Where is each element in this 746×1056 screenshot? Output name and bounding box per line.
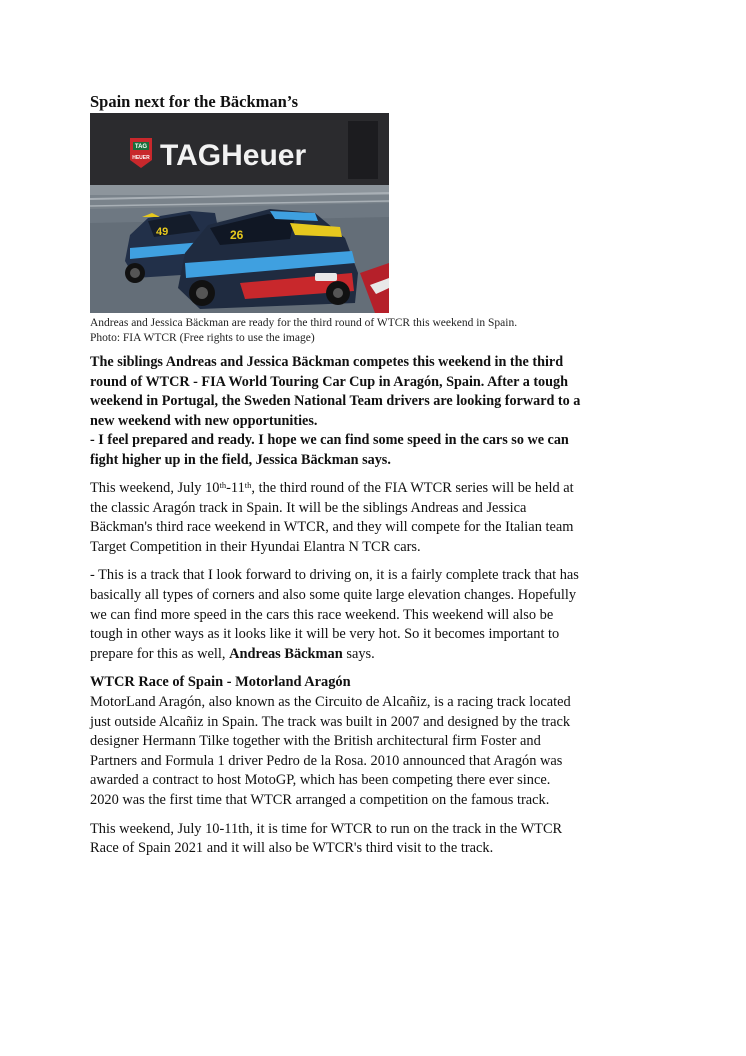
text-span: This weekend, July 10 (90, 480, 220, 496)
body-line: basically all types of corners and also some quite large elevation changes. Hopefully (90, 586, 577, 603)
body-line (90, 479, 660, 499)
race-photo (90, 113, 389, 313)
body-paragraph-1 (90, 479, 660, 557)
body-line: - This is a track that I look forward to driving on, it is a fairly complete track that has (90, 567, 579, 584)
body-line: the classic Aragón track in Spain. It will be the siblings Andreas and Jessica (90, 499, 527, 516)
race-cars-image (90, 113, 389, 313)
superscript: th (244, 480, 252, 490)
lead-line: weekend in Portugal, the Sweden National Team drivers are looking forward to a (90, 393, 581, 409)
body-line: This weekend, July 10-11th, it is time for WTCR to run on the track in the WTCR (90, 820, 563, 837)
lead-line: round of WTCR - FIA World Touring Car Cup in Aragón, Spain. After a tough (90, 373, 569, 390)
body-line: 2020 was the first time that WTCR arranged a competition on the famous track. (90, 791, 550, 808)
body-line: designer Hermann Tilke together with the British architectural firm Foster and (90, 733, 541, 750)
body-line: Bäckman's third race weekend in WTCR, and they will compete for the Italian team (90, 519, 574, 536)
lead-line: The siblings Andreas and Jessica Bäckman competes this weekend in the third (90, 354, 564, 370)
body-line: we can find more speed in the cars this race weekend. This weekend will also be (90, 606, 554, 623)
body-paragraph-2 (90, 566, 660, 664)
body-line: Target Competition in their Hyundai Elantra N TCR cars. (90, 538, 421, 555)
caption-line: Andreas and Jessica Bäckman are ready for the third round of WTCR this weekend in Spain. (90, 317, 518, 329)
body-line: Race of Spain 2021 and it will also be WTCR's third visit to the track. (90, 840, 494, 857)
body-paragraph-4 (90, 820, 660, 859)
svg-text:49: 49 (156, 226, 169, 238)
body-line: Partners and Formula 1 driver Pedro de la Rosa. 2010 announced that Aragón was (90, 752, 563, 769)
svg-text:HEUER: HEUER (132, 155, 150, 161)
body-line: tough in other ways as it looks like it will be very hot. So it becomes important to (90, 626, 560, 643)
body-line: just outside Alcañiz in Spain. The track was built in 2007 and designed by the track (90, 713, 571, 730)
text-span: -11 (226, 480, 245, 496)
body-paragraph-3 (90, 693, 660, 811)
superscript: th (219, 480, 227, 490)
text-span: , the third round of the FIA WTCR series will be held at (251, 480, 574, 496)
speaker-name: Andreas Bäckman (229, 645, 343, 662)
article (90, 92, 660, 859)
lead-line: new weekend with new opportunities. (90, 412, 318, 429)
body-line: MotorLand Aragón, also known as the Circuito de Alcañiz, is a racing track located (90, 693, 571, 710)
text-span: says. (342, 645, 375, 662)
svg-text:26: 26 (230, 228, 244, 242)
section-heading: WTCR Race of Spain - Motorland Aragón (90, 674, 351, 691)
svg-text:TAG: TAG (134, 144, 148, 150)
lead-line: - I feel prepared and ready. I hope we can find some speed in the cars so we can (90, 432, 569, 448)
text-span: prepare for this as well, (90, 645, 230, 662)
photo-caption (90, 316, 660, 346)
lead-line: fight higher up in the field, Jessica Bäckman says. (90, 451, 391, 468)
body-line: awarded a contract to host MotoGP, which has been competing there ever since. (90, 772, 551, 789)
body-line (90, 645, 660, 665)
banner-logo-text: TAGHeuer (160, 139, 307, 172)
caption-credit: Photo: FIA WTCR (Free rights to use the image) (90, 332, 315, 344)
lead-paragraph (90, 353, 660, 470)
article-title: Spain next for the Bäckman’s (90, 92, 299, 111)
